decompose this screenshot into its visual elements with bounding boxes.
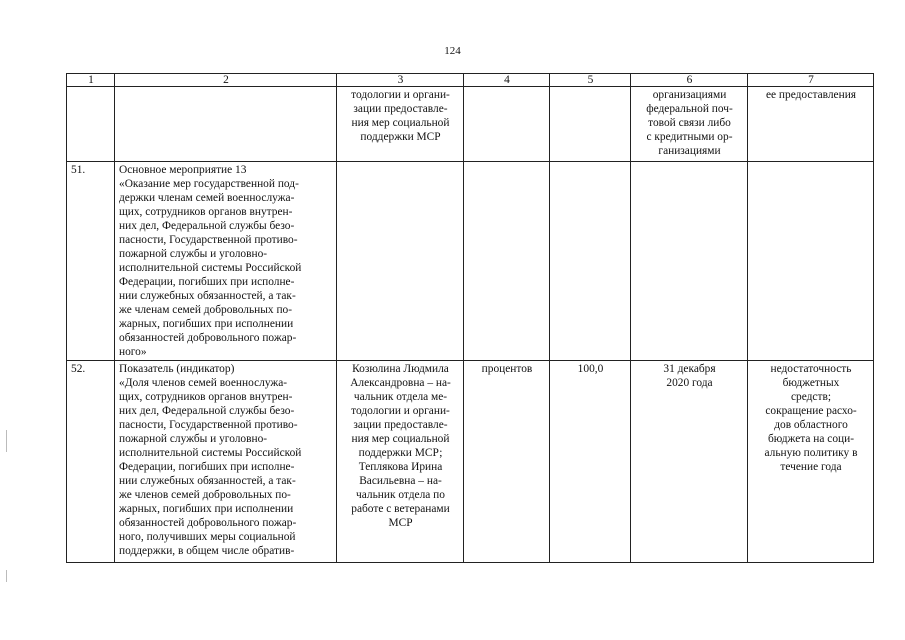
- row-number-cell: 51.: [67, 162, 115, 361]
- row-number-cell: [67, 87, 115, 162]
- header-row: [67, 74, 874, 87]
- value-cell: [550, 87, 631, 162]
- header-cell: 3: [337, 74, 464, 87]
- unit-cell: [464, 162, 550, 361]
- responsible-cell: Козюлина Людмила Александровна – на- чальник отдела ме- тодологии и органи- зации предоставле- ния мер социальной поддержки МСР; Теплякова Ирина Васильевна – на- чальник отдела по работе с ветеранами МСР: [337, 361, 464, 563]
- unit-cell: [464, 87, 550, 162]
- deadline-cell: [631, 162, 748, 361]
- deadline-cell: 31 декабря 2020 года: [631, 361, 748, 563]
- measures-table: [66, 73, 874, 563]
- unit-cell: процентов: [464, 361, 550, 563]
- header-cell: 1: [67, 74, 115, 87]
- value-cell: 100,0: [550, 361, 631, 563]
- header-cell: 7: [748, 74, 874, 87]
- header-cell: 6: [631, 74, 748, 87]
- risks-cell: недостаточность бюджетных средств; сокращение расхо- дов областного бюджета на соци- альную политику в течение года: [748, 361, 874, 563]
- risks-cell: [748, 162, 874, 361]
- risks-cell: ее предоставления: [748, 87, 874, 162]
- name-cell: Основное мероприятие 13 «Оказание мер государственной под- держки членам семей военнослужа- щих, сотрудников органов внутрен- них дел, Федеральной службы безо- пасности, Государственной противо- пожарной службы и уголовно- исполнительной системы Российской Федерации, погибших при исполне- нии служебных обязанностей, а так- же членам семей добровольных по- жарных, погибших при исполнении обязанностей добровольного пожар- ного»: [115, 162, 337, 361]
- table-row: [67, 87, 874, 162]
- header-cell: 5: [550, 74, 631, 87]
- header-cell: 2: [115, 74, 337, 87]
- name-cell: [115, 87, 337, 162]
- value-cell: [550, 162, 631, 361]
- header-cell: 4: [464, 74, 550, 87]
- table-row: [67, 361, 874, 563]
- responsible-cell: [337, 162, 464, 361]
- scan-artifact: [6, 430, 7, 452]
- name-cell: Показатель (индикатор) «Доля членов семей военнослужа- щих, сотрудников органов внутрен- них дел, Федеральной службы безо- пасности, Государственной противо- пожарной службы и уголовно- исполнительной системы Российской Федерации, погибших при исполне- нии служебных обязанностей, а так- же членов семей добровольных по- жарных, погибших при исполнении обязанностей добровольного пожар- ного, получивших меры социальной поддержки, в общем числе обратив-: [115, 361, 337, 563]
- deadline-cell: организациями федеральной поч- товой связи либо с кредитными ор- ганизациями: [631, 87, 748, 162]
- row-number-cell: 52.: [67, 361, 115, 563]
- scan-artifact: [6, 570, 7, 582]
- page-number: 124: [444, 45, 461, 57]
- table-row: [67, 162, 874, 361]
- responsible-cell: тодологии и органи- зации предоставле- ния мер социальной поддержки МСР: [337, 87, 464, 162]
